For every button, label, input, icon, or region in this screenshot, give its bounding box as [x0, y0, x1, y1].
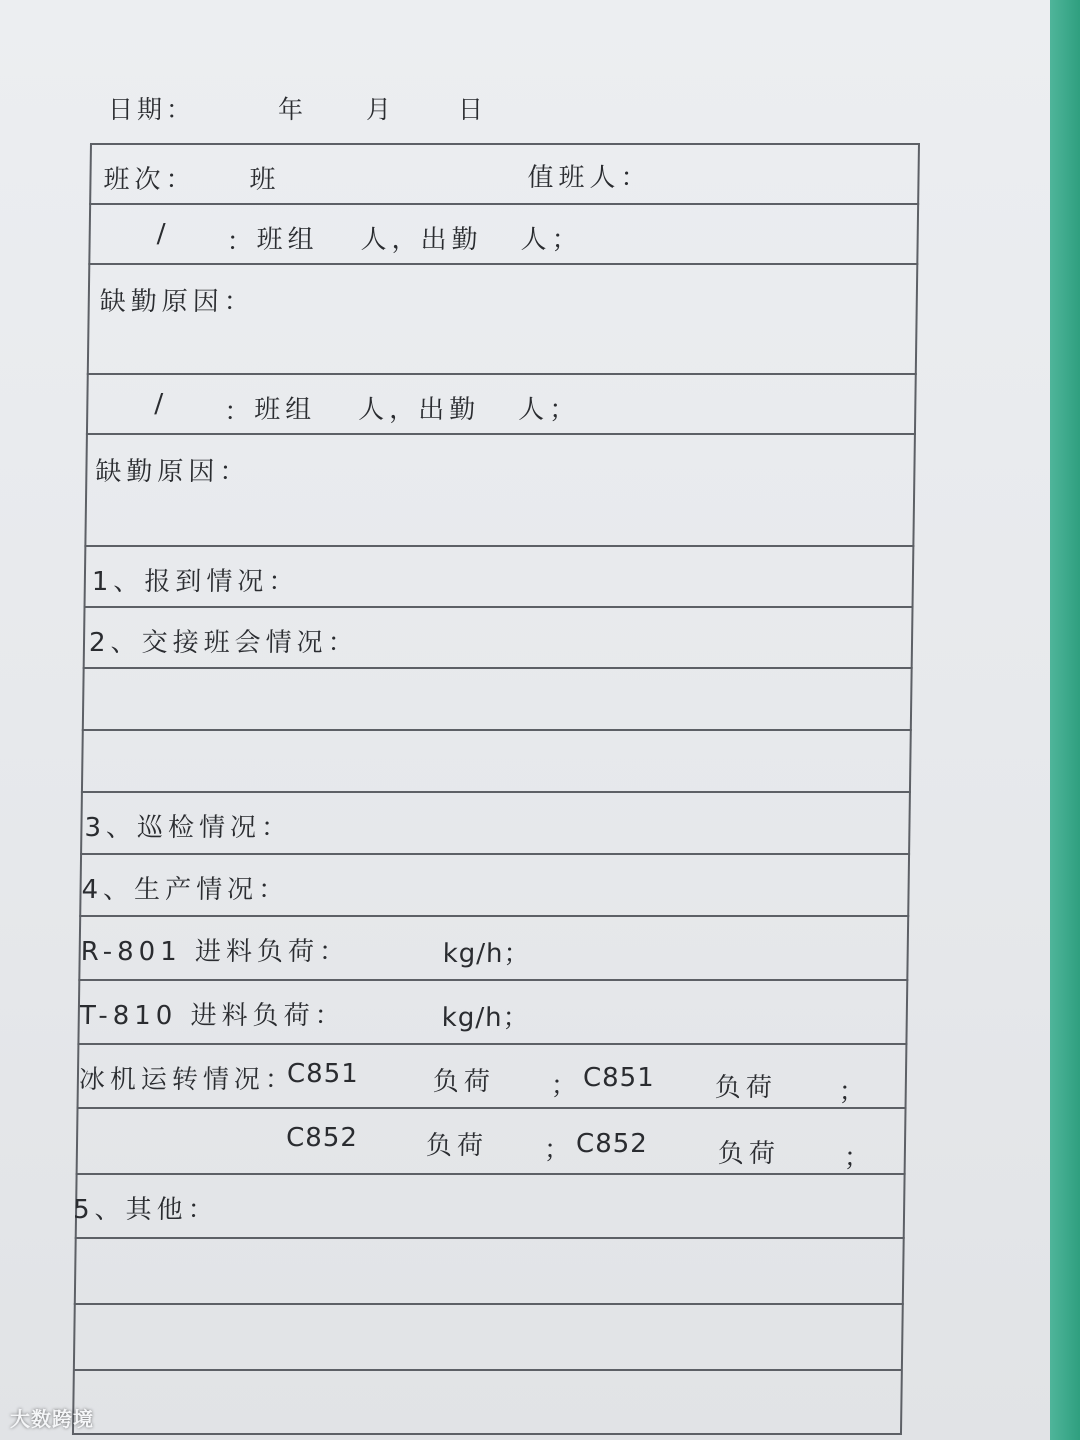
- month-label: 月: [366, 95, 396, 124]
- shift-report-form: [72, 143, 920, 1440]
- absence-row-2: [84, 433, 916, 545]
- chiller-row-1: [77, 1043, 908, 1107]
- r801-unit: kg/h；: [442, 939, 531, 969]
- absence-label-1: 缺勤原因：: [99, 287, 256, 317]
- attendance-label: 出勤: [420, 225, 483, 255]
- team-colon: ：: [224, 397, 256, 427]
- c851-label-2: C851: [582, 1063, 655, 1093]
- c852-load-label-2: 负荷: [717, 1139, 781, 1169]
- team-colon: ：: [226, 227, 258, 257]
- section-5-row: [72, 1173, 906, 1237]
- c852-label-2: C852: [575, 1129, 649, 1159]
- team-people: 人，: [360, 225, 423, 255]
- section-2-label: 2、交接班会情况：: [88, 628, 359, 658]
- date-line: [108, 90, 528, 130]
- c851-label: C851: [286, 1059, 359, 1089]
- semicolon: ；: [838, 1077, 870, 1107]
- section-3-row: [80, 791, 911, 853]
- absence-row-1: [87, 263, 919, 373]
- c852-load-label: 负荷: [425, 1131, 489, 1161]
- c851-load-label: 负荷: [432, 1067, 496, 1097]
- blank-row: [72, 1369, 903, 1435]
- section-1-label: 1、报到情况：: [91, 567, 300, 597]
- team-label: 班组: [256, 225, 319, 255]
- attendance-people: 人；: [518, 395, 581, 425]
- watermark: 大数跨境: [10, 1407, 94, 1431]
- blank-row: [81, 729, 912, 791]
- attendance-label: 出勤: [418, 395, 481, 425]
- semicolon: ；: [843, 1143, 876, 1173]
- team-slash: /: [156, 219, 171, 249]
- team-slash: /: [154, 389, 169, 419]
- section-3-label: 3、巡检情况：: [84, 813, 293, 843]
- t810-unit: kg/h；: [441, 1003, 530, 1033]
- date-label: 日期：: [108, 95, 196, 124]
- absence-label-2: 缺勤原因：: [95, 457, 251, 487]
- blank-row: [82, 667, 913, 729]
- semicolon: ；: [543, 1135, 576, 1165]
- green-background-edge: [1050, 0, 1080, 1440]
- year-label: 年: [278, 95, 308, 124]
- c852-label: C852: [285, 1123, 359, 1153]
- chiller-label: 冰机运转情况：: [78, 1065, 297, 1095]
- team-people: 人，: [358, 395, 421, 425]
- section-4-row: [79, 853, 910, 915]
- section-5-label: 5、其他：: [72, 1195, 219, 1225]
- day-label: 日: [458, 95, 488, 124]
- r801-feed-label: R-801 进料负荷：: [80, 937, 351, 967]
- team-attendance-row-2: [86, 373, 917, 433]
- section-2-row: [83, 606, 914, 667]
- team-label: 班组: [254, 395, 317, 425]
- blank-row: [74, 1237, 905, 1303]
- t810-feed-label: T-810 进料负荷：: [79, 1001, 346, 1031]
- section-4-label: 4、生产情况：: [81, 875, 290, 905]
- team-attendance-row-1: [88, 203, 919, 263]
- attendance-people: 人；: [520, 225, 583, 255]
- t810-feed-row: [77, 979, 908, 1043]
- c851-load-label-2: 负荷: [714, 1073, 778, 1103]
- shift-unit: 班: [249, 165, 281, 195]
- r801-feed-row: [78, 915, 909, 979]
- section-1-row: [84, 545, 915, 606]
- blank-row: [73, 1303, 904, 1369]
- shift-label: 班次：: [103, 165, 197, 195]
- duty-person-label: 值班人：: [527, 163, 652, 193]
- shift-row: [89, 143, 920, 203]
- semicolon: ；: [550, 1071, 583, 1101]
- chiller-row-2: [76, 1107, 907, 1173]
